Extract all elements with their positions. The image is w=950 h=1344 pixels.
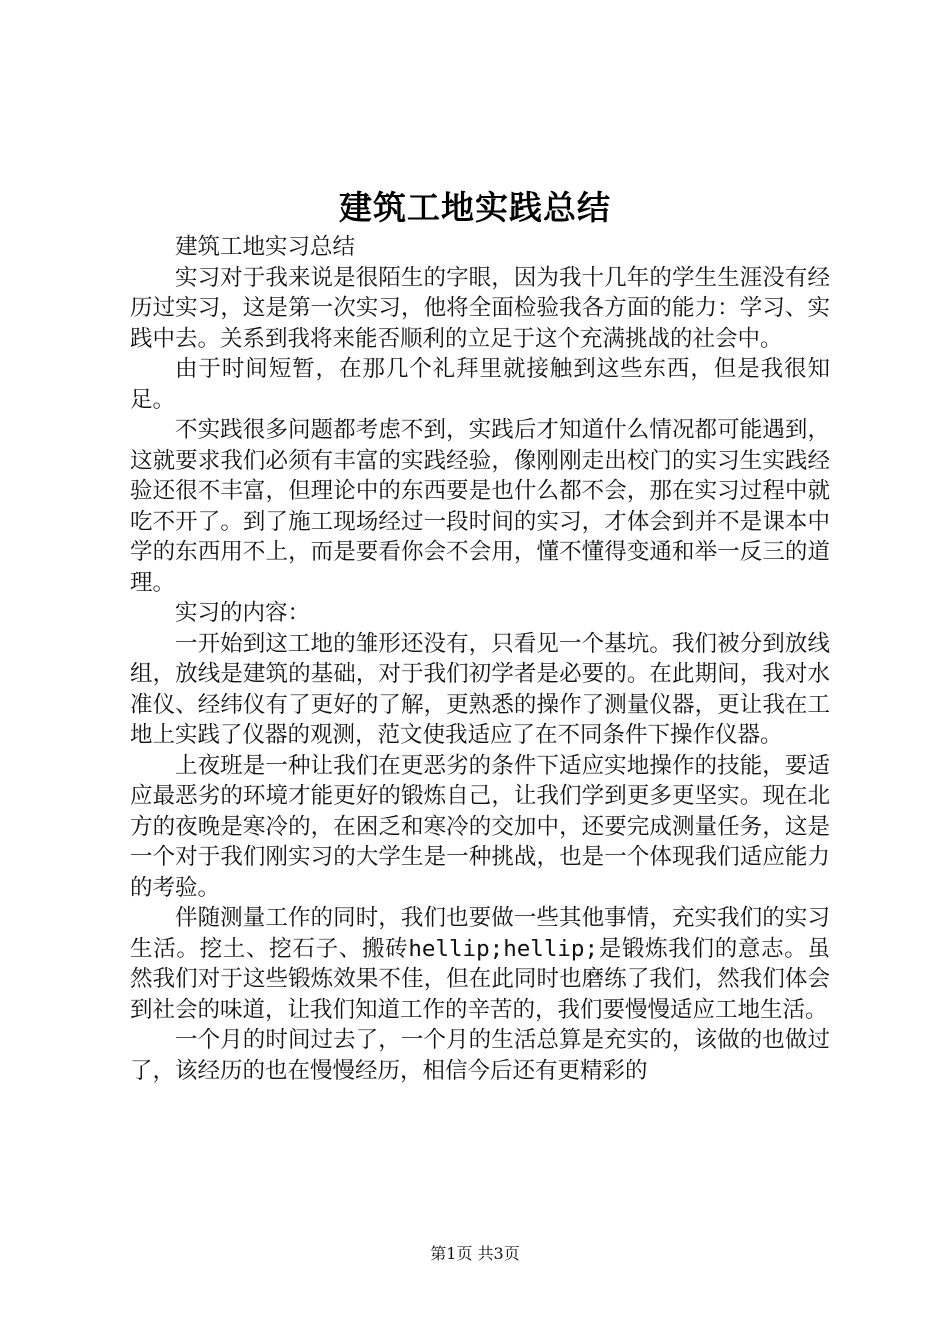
paragraph: 由于时间短暂，在那几个礼拜里就接触到这些东西，但是我很知足。 <box>130 356 830 413</box>
paragraph: 实习的内容： <box>175 600 311 626</box>
page-footer: 第1页 共3页 <box>430 1244 520 1263</box>
document-body <box>130 232 830 1086</box>
paragraph: 伴随测量工作的同时，我们也要做一些其他事情，充实我们的实习生活。挖土、挖石子、搬砖hellip;hellip;是锻炼我们的意志。虽然我们对于这些锻炼效果不佳，但在此同时也磨练了我们，然我们体会到社会的味道，让我们知道工作的辛苦的，我们要慢慢适应工地生活。 <box>130 905 830 1023</box>
paragraph: 一开始到这工地的雏形还没有，只看见一个基坑。我们被分到放线组，放线是建筑的基础，对于我们初学者是必要的。在此期间，我对水准仪、经纬仪有了更好的了解，更熟悉的操作了测量仪器，更让我在工地上实践了仪器的观测，范文使我适应了在不同条件下操作仪器。 <box>130 630 830 748</box>
paragraph: 建筑工地实习总结 <box>175 234 356 260</box>
paragraph: 一个月的时间过去了，一个月的生活总算是充实的，该做的也做过了，该经历的也在慢慢经历，相信今后还有更精彩的 <box>130 1027 830 1084</box>
paragraph: 上夜班是一种让我们在更恶劣的条件下适应实地操作的技能，要适应最恶劣的环境才能更好的锻炼自己，让我们学到更多更坚实。现在北方的夜晚是寒冷的，在困乏和寒冷的交加中，还要完成测量任务，这是一个对于我们刚实习的大学生是一种挑战，也是一个体现我们适应能力的考验。 <box>130 752 830 901</box>
document-title: 建筑工地实践总结 <box>339 188 611 227</box>
paragraph: 实习对于我来说是很陌生的字眼，因为我十几年的学生生涯没有经历过实习，这是第一次实习，他将全面检验我各方面的能力：学习、实践中去。关系到我将来能否顺利的立足于这个充满挑战的社会中。 <box>130 264 830 352</box>
paragraph: 不实践很多问题都考虑不到，实践后才知道什么情况都可能遇到，这就要求我们必须有丰富的实践经验，像刚刚走出校门的实习生实践经验还很不丰富，但理论中的东西要是也什么都不会，那在实习过程中就吃不开了。到了施工现场经过一段时间的实习，才体会到并不是课本中学的东西用不上，而是要看你会不会用，懂不懂得变通和举一反三的道理。 <box>130 417 830 596</box>
